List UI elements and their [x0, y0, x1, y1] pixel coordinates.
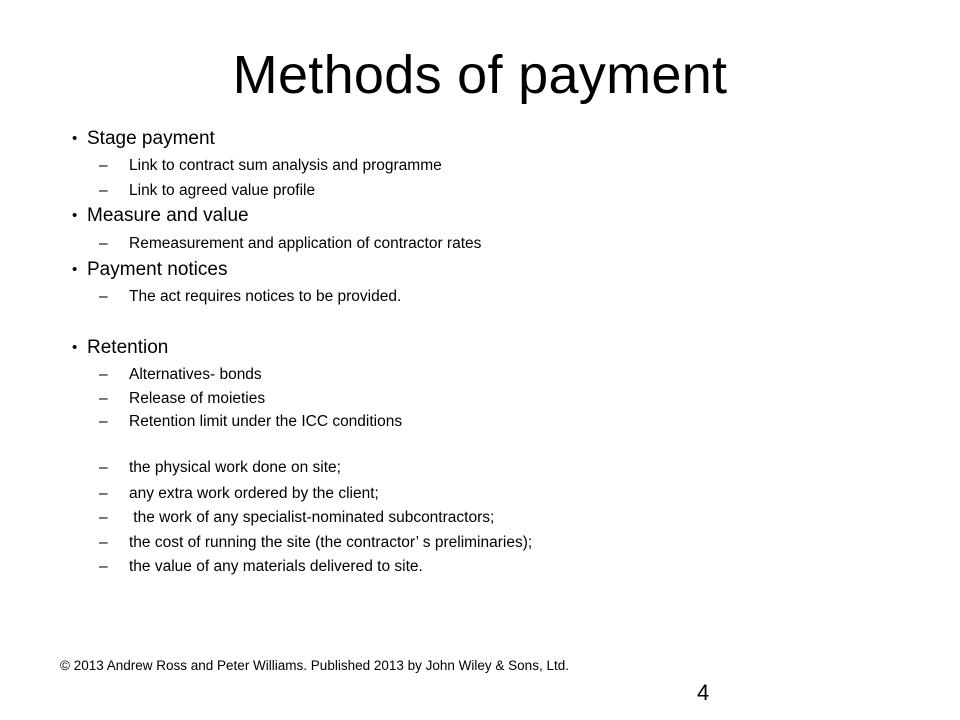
sub-bullet-text: Link to contract sum analysis and programme — [129, 157, 442, 174]
sub-bullet-text: the value of any materials delivered to site. — [129, 558, 423, 575]
sub-bullet-text: Link to agreed value profile — [129, 182, 316, 199]
bullet-label: Payment notices — [87, 259, 228, 280]
bullet-marker: • — [72, 207, 78, 224]
sub-bullet-marker: – — [99, 157, 108, 174]
sub-bullet-marker: – — [99, 390, 108, 407]
sub-bullet-marker: – — [99, 366, 108, 383]
sub-bullet-marker: – — [99, 413, 108, 430]
copyright-notice: © 2013 Andrew Ross and Peter Williams. Published 2013 by John Wiley & Sons, Ltd. — [60, 658, 569, 673]
bullet-marker: • — [72, 130, 78, 147]
bullet-label: Measure and value — [87, 205, 249, 226]
sub-bullet-marker: – — [99, 534, 108, 551]
sub-bullet-marker: – — [99, 485, 108, 502]
sub-bullet-text: Alternatives- bonds — [129, 366, 262, 383]
bullet-marker: • — [72, 339, 78, 356]
sub-bullet-marker: – — [99, 288, 108, 305]
sub-bullet-marker: – — [99, 182, 108, 199]
sub-bullet-text: the physical work done on site; — [129, 459, 341, 476]
sub-bullet-text: The act requires notices to be provided. — [129, 288, 402, 305]
slide-title: Methods of payment — [232, 45, 728, 105]
sub-bullet-text: any extra work ordered by the client; — [129, 485, 379, 502]
page-number: 4 — [697, 680, 710, 705]
bullet-label: Stage payment — [87, 128, 215, 149]
sub-bullet-text: Release of moieties — [129, 390, 266, 407]
sub-bullet-text: the cost of running the site (the contractor’ s preliminaries); — [129, 534, 533, 551]
sub-bullet-marker: – — [99, 235, 108, 252]
sub-bullet-marker: – — [99, 558, 108, 575]
sub-bullet-text: the work of any specialist-nominated subcontractors; — [129, 509, 495, 526]
sub-bullet-marker: – — [99, 509, 108, 526]
sub-bullet-text: Retention limit under the ICC conditions — [129, 413, 403, 430]
bullet-label: Retention — [87, 337, 169, 358]
sub-bullet-marker: – — [99, 459, 108, 476]
sub-bullet-text: Remeasurement and application of contractor rates — [129, 235, 482, 252]
bullet-marker: • — [72, 261, 78, 278]
